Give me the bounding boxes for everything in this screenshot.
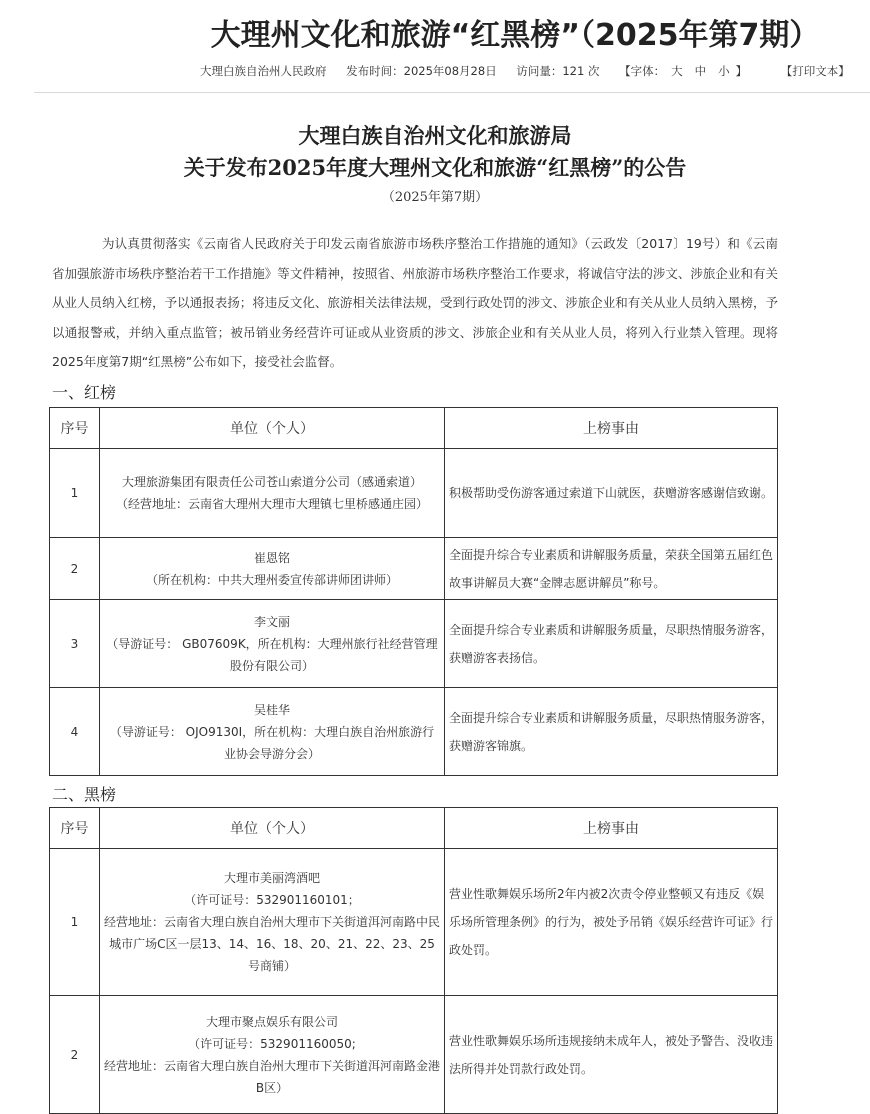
reason-header: 上榜事由 [445, 408, 778, 449]
font-size-control [619, 64, 747, 78]
font-medium-button[interactable]: 中 [694, 64, 707, 78]
view-count-value: 121 次 [562, 64, 600, 78]
unit-detail: （经营地址：云南省大理州大理市大理镇七里桥感通庄园） [115, 497, 428, 511]
unit-cell [100, 849, 445, 996]
unit-name: 大理旅游集团有限责任公司苍山索道分公司（感通索道） [121, 475, 422, 489]
table-row [50, 688, 778, 776]
unit-cell [100, 996, 445, 1114]
table-header-row [50, 408, 778, 449]
font-size-label: 【字体： [619, 64, 666, 78]
reason-cell: 全面提升综合专业素质和讲解服务质量，荣获全国第五届红色故事讲解员大赛“金牌志愿讲解员”称号。 [445, 538, 778, 600]
table-row [50, 600, 778, 688]
unit-cell [100, 538, 445, 600]
view-count-label: 访问量： [516, 64, 563, 78]
black-list-table [49, 807, 778, 1114]
seq-cell: 2 [50, 996, 100, 1114]
unit-detail: （导游证号： OJO9130I，所在机构：大理白族自治州旅游行业协会导游分会） [109, 724, 435, 761]
print-button[interactable]: 【打印文本】 [780, 64, 850, 78]
unit-cell [100, 449, 445, 538]
unit-cell [100, 688, 445, 776]
unit-header: 单位（个人） [100, 808, 445, 849]
black-list-heading: 二、黑榜 [52, 785, 117, 804]
seq-cell: 3 [50, 600, 100, 688]
publish-date-value: 2025年08月28日 [403, 64, 497, 78]
publish-date-label: 发布时间： [346, 64, 404, 78]
unit-name: 李文丽 [253, 614, 290, 629]
reason-cell: 全面提升综合专业素质和讲解服务质量，尽职热情服务游客，获赠游客锦旗。 [445, 688, 778, 776]
view-count [516, 64, 599, 78]
issue-number: （2025年第7期） [381, 190, 489, 205]
announcement-title: 关于发布2025年度大理州文化和旅游“红黑榜”的公告 [183, 155, 687, 180]
unit-name: 大理市美丽湾酒吧 [223, 871, 320, 885]
unit-detail: （许可证号：532901160050; [188, 1036, 356, 1051]
unit-name: 崔恩铭 [253, 550, 290, 565]
intro-paragraph: 为认真贯彻落实《云南省人民政府关于印发云南省旅游市场秩序整治工作措施的通知》（云政发〔2017〕19号）和《云南省加强旅游市场秩序整治若干工作措施》等文件精神，按照省、州旅游市场秩序整治工作要求，将诚信守法的涉文、涉旅企业和有关从业人员纳入红榜，予以通报表扬；将违反文化、旅游相关法律法规，受到行政处罚的涉文、涉旅企业和有关从业人员纳入黑榜，予以通报警戒，并纳入重点监管；被吊销业务经营许可证或从业资质的涉文、涉旅企业和有关从业人员，将列入行业禁入管理。现将2025年度第7期“红黑榜”公布如下，接受社会监督。 [52, 236, 778, 369]
unit-detail: （许可证号：532901160101； [184, 893, 360, 907]
issuer-title: 大理白族自治州文化和旅游局 [298, 123, 572, 148]
unit-address: 经营地址：云南省大理白族自治州大理市下关街道洱河南路中民城市广场C区一层13、14、16、18、20、21、22、23、25号商铺） [104, 915, 441, 973]
red-list-table [49, 407, 778, 776]
seq-header: 序号 [50, 808, 100, 849]
reason-cell: 营业性歌舞娱乐场所2年内被2次责令停业整顿又有违反《娱乐场所管理条例》的行为，被处予吊销《娱乐经营许可证》行政处罚。 [445, 849, 778, 996]
unit-cell [100, 600, 445, 688]
seq-cell: 2 [50, 538, 100, 600]
seq-cell: 4 [50, 688, 100, 776]
table-row [50, 996, 778, 1114]
table-header-row [50, 808, 778, 849]
font-large-button[interactable]: 大 [671, 64, 683, 78]
reason-cell: 全面提升综合专业素质和讲解服务质量，尽职热情服务游客，获赠游客表扬信。 [445, 600, 778, 688]
reason-cell: 营业性歌舞娱乐场所违规接纳未成年人，被处予警告、没收违法所得并处罚款行政处罚。 [445, 996, 778, 1114]
page-title: 大理州文化和旅游“红黑榜”（2025年第7期） [210, 18, 820, 53]
seq-cell: 1 [50, 849, 100, 996]
font-small-button[interactable]: 小 [718, 64, 730, 78]
reason-cell: 积极帮助受伤游客通过索道下山就医，获赠游客感谢信致谢。 [445, 449, 778, 538]
table-row [50, 849, 778, 996]
source-label: 大理白族自治州人民政府 [200, 64, 327, 78]
unit-name: 吴桂华 [253, 702, 290, 717]
seq-header: 序号 [50, 408, 100, 449]
table-row [50, 538, 778, 600]
table-row [50, 449, 778, 538]
header-divider [34, 92, 870, 93]
font-size-label-close: 】 [735, 64, 748, 78]
unit-header: 单位（个人） [100, 408, 445, 449]
unit-detail: （所在机构：中共大理州委宣传部讲师团讲师） [145, 572, 398, 587]
seq-cell: 1 [50, 449, 100, 538]
unit-detail: （导游证号： GB07609K，所在机构：大理州旅行社经营管理股份有限公司） [106, 636, 438, 673]
unit-name: 大理市聚点娱乐有限公司 [205, 1014, 338, 1029]
article-meta [200, 63, 866, 79]
red-list-heading: 一、红榜 [52, 383, 117, 402]
reason-header: 上榜事由 [445, 808, 778, 849]
publish-date [346, 64, 497, 78]
unit-address: 经营地址：云南省大理白族自治州大理市下关街道洱河南路金港B区） [104, 1058, 441, 1095]
